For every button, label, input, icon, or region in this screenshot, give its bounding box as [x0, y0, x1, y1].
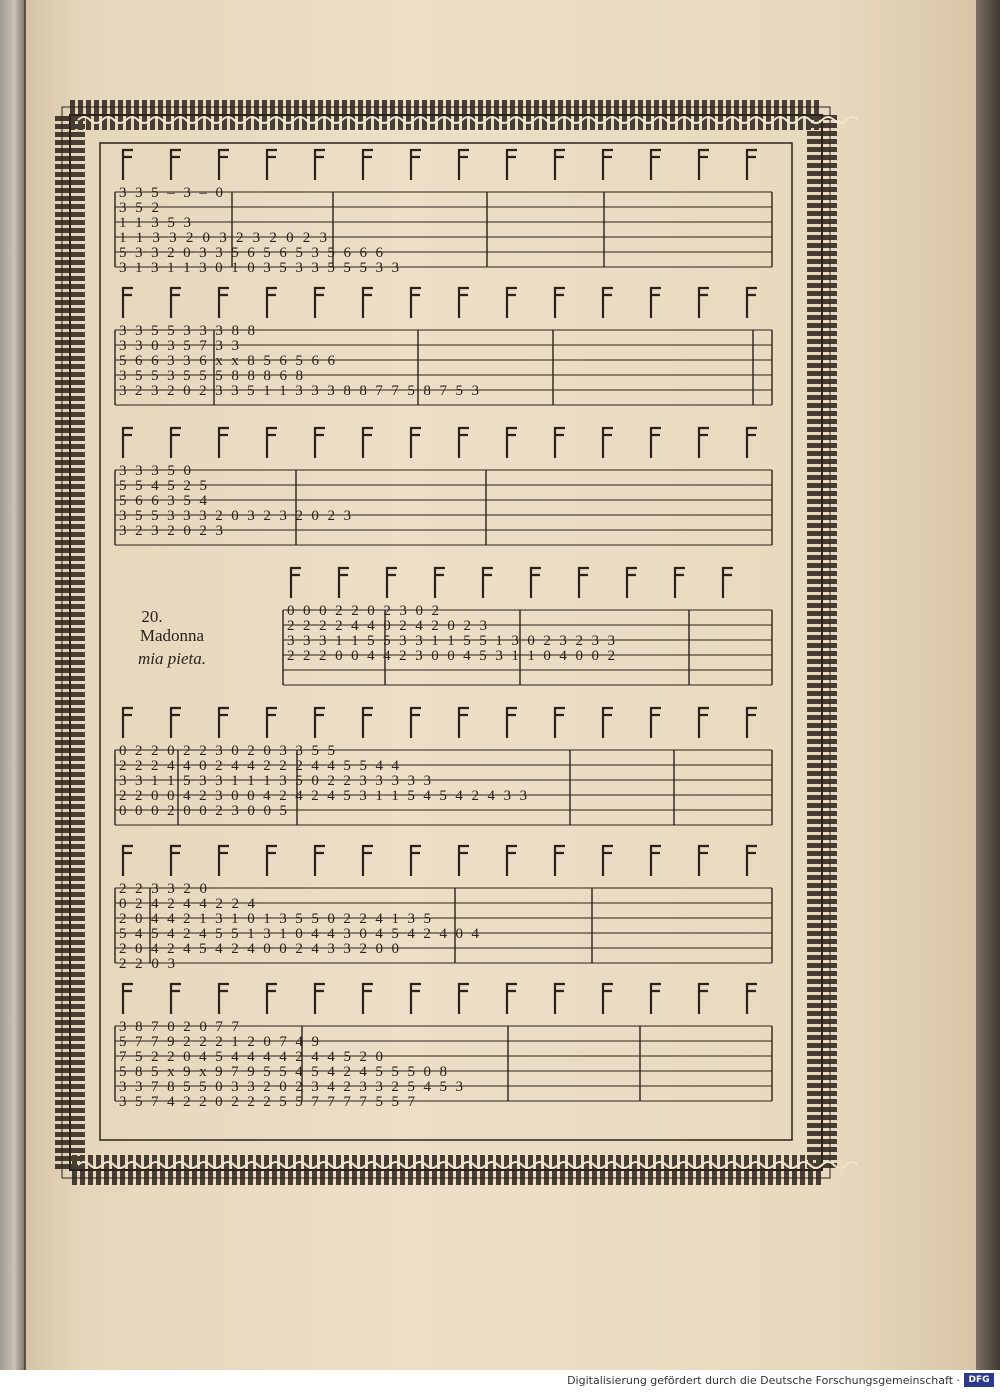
rhythm-flag	[315, 150, 325, 180]
rhythm-flag	[267, 288, 277, 318]
fret-row: 2 0 4 2 4 5 4 2 4 0 0 2 4 3 3 2 0 0	[119, 941, 400, 957]
rhythm-flag	[507, 984, 517, 1014]
rhythm-flag	[171, 708, 181, 738]
rhythm-flag	[555, 150, 565, 180]
rhythm-flag	[435, 568, 445, 598]
fret-row: 0 0 0 2 0 0 2 3 0 0 5	[119, 803, 287, 819]
rhythm-flag	[315, 288, 325, 318]
fret-row: 5 4 5 4 2 4 5 5 1 3 1 0 4 4 3 0 4 5 4 2 4 0 4	[119, 926, 479, 942]
fret-row: 2 2 2 2 4 4 0 2 4 2 0 2 3	[287, 618, 487, 634]
fret-row: 3 5 5 3 5 5 5 8 8 8 6 8	[119, 368, 303, 384]
tablature-system	[115, 984, 772, 1110]
rhythm-flag	[747, 428, 757, 458]
fret-row: 0 2 2 0 2 2 3 0 2 0 3 3 5 5	[119, 743, 335, 759]
rhythm-flag	[387, 568, 397, 598]
fret-row: 5 8 5 x 9 x 9 7 9 5 5 4 5 4 2 4 5 5 5 0 8	[119, 1064, 447, 1080]
rhythm-flag	[699, 288, 709, 318]
rhythm-flag	[219, 846, 229, 876]
rhythm-flag	[723, 568, 733, 598]
rhythm-flag	[699, 428, 709, 458]
rhythm-flag	[507, 846, 517, 876]
fret-row: 2 2 0 3	[119, 956, 175, 972]
tablature-system	[283, 568, 772, 685]
fret-row: 0 2 4 2 4 4 2 2 4	[119, 896, 255, 912]
rhythm-flag	[651, 150, 661, 180]
fret-row: 7 5 2 2 0 4 5 4 4 4 4 2 4 4 5 2 0	[119, 1049, 383, 1065]
piece-title-line1: Madonna	[139, 626, 205, 645]
piece-number: 20.	[141, 607, 163, 626]
rhythm-flag	[123, 288, 133, 318]
rhythm-flag	[411, 428, 421, 458]
tablature-system	[115, 428, 772, 545]
rhythm-flag	[363, 428, 373, 458]
fret-row: 3 3 0 3 5 7 3 3	[119, 338, 239, 354]
rhythm-flag	[579, 568, 589, 598]
rhythm-flag	[267, 984, 277, 1014]
rhythm-flag	[555, 288, 565, 318]
fret-row: 5 3 3 2 0 3 3 5 6 5 6 5 3 5 6 6 6	[119, 245, 383, 261]
fret-row: 3 3 7 8 5 5 0 3 3 2 0 2 3 4 2 3 3 2 5 4 5 3	[119, 1079, 463, 1095]
fret-row: 3 5 5 3 3 3 2 0 3 2 3 2 0 2 3	[119, 508, 351, 524]
fret-row: 5 6 6 3 5 4	[119, 493, 207, 509]
rhythm-flag	[315, 846, 325, 876]
fret-row: 1 1 3 5 3	[119, 215, 191, 231]
rhythm-flag	[747, 984, 757, 1014]
fret-row: 1 1 3 3 2 0 3 2 3 2 0 2 3	[119, 230, 327, 246]
rhythm-flag	[315, 708, 325, 738]
fret-row: 2 0 4 4 2 1 3 1 0 1 3 5 5 0 2 2 4 1 3 5	[119, 911, 431, 927]
rhythm-flag	[603, 846, 613, 876]
fret-row: 3 5 7 4 2 2 0 2 2 2 5 5 7 7 7 7 5 5 7	[119, 1094, 415, 1110]
rhythm-flag	[123, 846, 133, 876]
rhythm-flag	[363, 150, 373, 180]
rhythm-flag	[291, 568, 301, 598]
fret-row: 3 5 2	[119, 200, 159, 216]
rhythm-flag	[483, 568, 493, 598]
rhythm-flag	[507, 708, 517, 738]
rhythm-flag	[123, 428, 133, 458]
fret-row: 3 3 3 1 1 5 5 3 3 1 1 5 5 1 3 0 2 3 2 3 3	[287, 633, 615, 649]
rhythm-flag	[507, 288, 517, 318]
rhythm-flag	[219, 150, 229, 180]
rhythm-flag	[699, 984, 709, 1014]
rhythm-flag	[123, 984, 133, 1014]
rhythm-flag	[699, 846, 709, 876]
fret-row: 5 7 7 9 2 2 2 1 2 0 7 4 9	[119, 1034, 319, 1050]
fret-row: 3 3 5 – 3 – 0	[119, 185, 223, 201]
rhythm-flag	[675, 568, 685, 598]
rhythm-flag	[603, 150, 613, 180]
fret-row: 3 2 3 2 0 2 3 3 5 1 1 3 3 3 8 8 7 7 5 8 7 5 3	[119, 383, 479, 399]
fret-row: 2 2 3 3 2 0	[119, 881, 207, 897]
rhythm-flag	[627, 568, 637, 598]
dfg-logo: DFG	[964, 1373, 994, 1387]
fret-row: 3 8 7 0 2 0 7 7	[119, 1019, 239, 1035]
tablature-system	[115, 846, 772, 972]
rhythm-flag	[171, 984, 181, 1014]
rhythm-flag	[555, 984, 565, 1014]
rhythm-flag	[171, 150, 181, 180]
rhythm-flag	[651, 708, 661, 738]
tablature-staves	[115, 150, 772, 1110]
rhythm-flag	[747, 708, 757, 738]
rhythm-flag	[555, 708, 565, 738]
rhythm-flag	[123, 708, 133, 738]
rhythm-flag	[267, 428, 277, 458]
rhythm-flag	[459, 150, 469, 180]
rhythm-flag	[459, 846, 469, 876]
rhythm-flag	[267, 150, 277, 180]
rhythm-flag	[411, 150, 421, 180]
fret-row: 5 5 4 5 2 5	[119, 478, 207, 494]
rhythm-flag	[219, 708, 229, 738]
fret-row: 3 3 3 5 0	[119, 463, 191, 479]
fret-row: 2 2 2 0 0 4 4 2 3 0 0 4 5 3 1 1 0 4 0 0 2	[287, 648, 615, 664]
fret-row: 3 2 3 2 0 2 3	[119, 523, 223, 539]
rhythm-flag	[315, 428, 325, 458]
tablature-system	[115, 288, 772, 405]
fret-row: 3 3 1 1 5 3 3 1 1 1 3 5 0 2 2 3 3 3 3 3	[119, 773, 431, 789]
fret-row: 3 3 5 5 3 3 3 8 8	[119, 323, 255, 339]
rhythm-flag	[699, 150, 709, 180]
fret-row: 0 0 0 2 2 0 2 3 0 2	[287, 603, 439, 619]
rhythm-flag	[363, 984, 373, 1014]
digitization-credit: Digitalisierung gefördert durch die Deutsche Forschungsgemeinschaft ·	[567, 1374, 960, 1387]
rhythm-flag	[459, 708, 469, 738]
tablature-system	[115, 150, 772, 276]
rhythm-flag	[171, 428, 181, 458]
piece-title-line2: mia pieta.	[138, 649, 206, 668]
fret-row: 2 2 2 4 4 0 2 4 4 2 2 2 4 4 5 5 4 4	[119, 758, 400, 774]
fret-row: 2 2 0 0 4 2 3 0 0 4 2 4 2 4 5 3 1 1 5 4 5 4 2 4 3 3	[119, 788, 527, 804]
rhythm-flag	[219, 428, 229, 458]
rhythm-flag	[363, 846, 373, 876]
rhythm-flag	[411, 984, 421, 1014]
rhythm-flag	[411, 708, 421, 738]
rhythm-flag	[603, 708, 613, 738]
rhythm-flag	[603, 428, 613, 458]
rhythm-flag	[315, 984, 325, 1014]
rhythm-flag	[531, 568, 541, 598]
rhythm-flag	[651, 984, 661, 1014]
rhythm-flag	[747, 150, 757, 180]
rhythm-flag	[555, 846, 565, 876]
rhythm-flag	[555, 428, 565, 458]
rhythm-flag	[459, 288, 469, 318]
rhythm-flag	[363, 708, 373, 738]
rhythm-flag	[507, 428, 517, 458]
rhythm-flag	[651, 288, 661, 318]
rhythm-flag	[651, 428, 661, 458]
rhythm-flag	[651, 846, 661, 876]
fret-row: 3 1 3 1 1 3 0 1 0 3 5 3 3 5 5 5 3 3	[119, 260, 400, 276]
rhythm-flag	[603, 288, 613, 318]
rhythm-flag	[699, 708, 709, 738]
rhythm-flag	[459, 984, 469, 1014]
rhythm-flag	[411, 846, 421, 876]
rhythm-flag	[747, 846, 757, 876]
rhythm-flag	[267, 708, 277, 738]
rhythm-flag	[267, 846, 277, 876]
rhythm-flag	[459, 428, 469, 458]
rhythm-flag	[171, 846, 181, 876]
rhythm-flag	[219, 984, 229, 1014]
rhythm-flag	[411, 288, 421, 318]
rhythm-flag	[603, 984, 613, 1014]
rhythm-flag	[219, 288, 229, 318]
rhythm-flag	[747, 288, 757, 318]
rhythm-flag	[363, 288, 373, 318]
rhythm-flag	[171, 288, 181, 318]
rhythm-flag	[339, 568, 349, 598]
piece-title	[138, 607, 206, 668]
rhythm-flag	[507, 150, 517, 180]
fret-row: 5 6 6 3 3 6 x x 8 5 6 5 6 6	[119, 353, 335, 369]
scan-footer	[0, 1370, 1000, 1392]
tablature-system	[115, 708, 772, 825]
rhythm-flag	[123, 150, 133, 180]
